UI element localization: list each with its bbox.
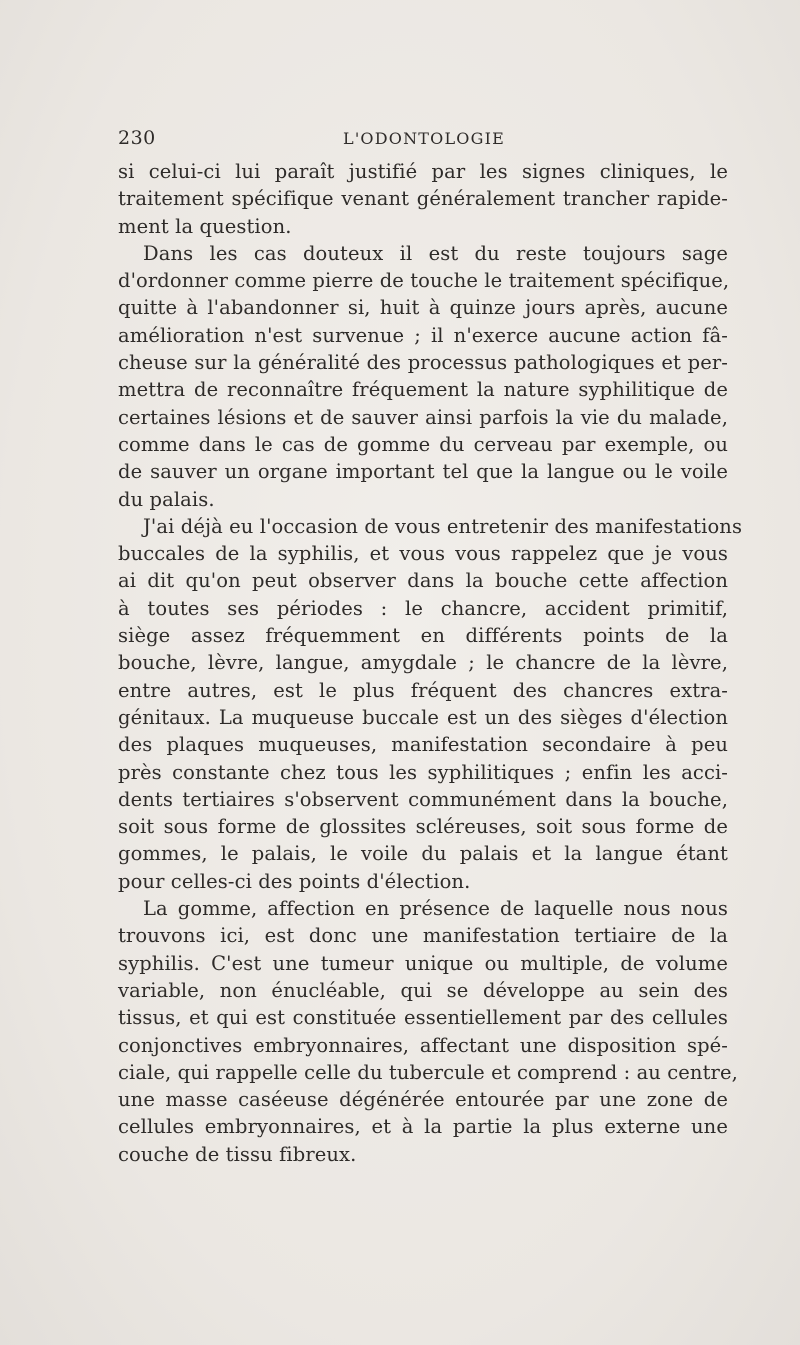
text-line: de sauver un organe important tel que la langue ou le voile: [118, 460, 728, 484]
body-text: [118, 158, 743, 1168]
text-line: cellules embryonnaires, et à la partie la plus externe une: [118, 1115, 728, 1139]
running-title: L'ODONTOLOGIE: [343, 129, 505, 148]
text-line: syphilis. C'est une tumeur unique ou multiple, de volume: [118, 951, 728, 975]
text-line: du palais.: [118, 487, 215, 511]
text-line: à toutes ses périodes : le chancre, accident primitif,: [118, 596, 728, 620]
text-line: certaines lésions et de sauver ainsi parfois la vie du malade,: [118, 405, 728, 429]
text-line: soit sous forme de glossites scléreuses, soit sous forme de: [118, 815, 728, 839]
text-line: trouvons ici, est donc une manifestation tertiaire de la: [118, 924, 728, 948]
text-line: une masse caséeuse dégénérée entourée par une zone de: [118, 1088, 728, 1112]
text-line: comme dans le cas de gomme du cerveau par exemple, ou: [118, 432, 728, 456]
text-line: amélioration n'est survenue ; il n'exerce aucune action fâ-: [118, 323, 728, 347]
paragraph-1: [118, 158, 728, 240]
text-line: gommes, le palais, le voile du palais et la langue étant: [118, 842, 728, 866]
page-number: 230: [118, 127, 156, 149]
text-line: variable, non énucléable, qui se développe au sein des: [118, 978, 728, 1002]
text-line: couche de tissu fibreux.: [118, 1142, 357, 1166]
text-line: près constante chez tous les syphilitiques ; enfin les acci-: [118, 760, 728, 784]
text-line: génitaux. La muqueuse buccale est un des sièges d'élection: [118, 705, 728, 729]
text-line: entre autres, est le plus fréquent des chancres extra-: [118, 678, 728, 702]
text-line: siège assez fréquemment en différents points de la: [118, 624, 728, 648]
text-line: La gomme, affection en présence de laquelle nous nous: [143, 897, 728, 921]
text-line: ment la question.: [118, 214, 292, 238]
text-line: ciale, qui rappelle celle du tubercule et comprend : au centre,: [118, 1060, 738, 1084]
text-line: traitement spécifique venant généralement trancher rapide-: [118, 187, 728, 211]
text-line: J'ai déjà eu l'occasion de vous entretenir des manifestations: [143, 514, 743, 538]
paragraph-2: [118, 240, 728, 513]
text-line: mettra de reconnaître fréquement la nature syphilitique de: [118, 378, 728, 402]
text-line: conjonctives embryonnaires, affectant une disposition spé-: [118, 1033, 728, 1057]
text-line: d'ordonner comme pierre de touche le traitement spécifique,: [118, 269, 730, 293]
text-line: des plaques muqueuses, manifestation secondaire à peu: [118, 733, 728, 757]
text-line: ai dit qu'on peut observer dans la bouche cette affection: [118, 569, 728, 593]
text-line: Dans les cas douteux il est du reste toujours sage: [143, 241, 728, 265]
text-line: dents tertiaires s'observent communément dans la bouche,: [118, 787, 728, 811]
text-line: bouche, lèvre, langue, amygdale ; le chancre de la lèvre,: [118, 651, 728, 675]
text-line: tissus, et qui est constituée essentiellement par des cellules: [118, 1006, 728, 1030]
text-line: si celui-ci lui paraît justifié par les signes cliniques, le: [118, 160, 728, 183]
running-head: [118, 127, 728, 157]
text-line: cheuse sur la généralité des processus pathologiques et per-: [118, 351, 728, 375]
text-line: buccales de la syphilis, et vous vous rappelez que je vous: [118, 542, 728, 566]
text-line: pour celles-ci des points d'élection.: [118, 869, 471, 893]
text-line: quitte à l'abandonner si, huit à quinze jours après, aucune: [118, 296, 728, 320]
paragraph-3: [118, 513, 743, 895]
paragraph-4: [118, 895, 738, 1168]
